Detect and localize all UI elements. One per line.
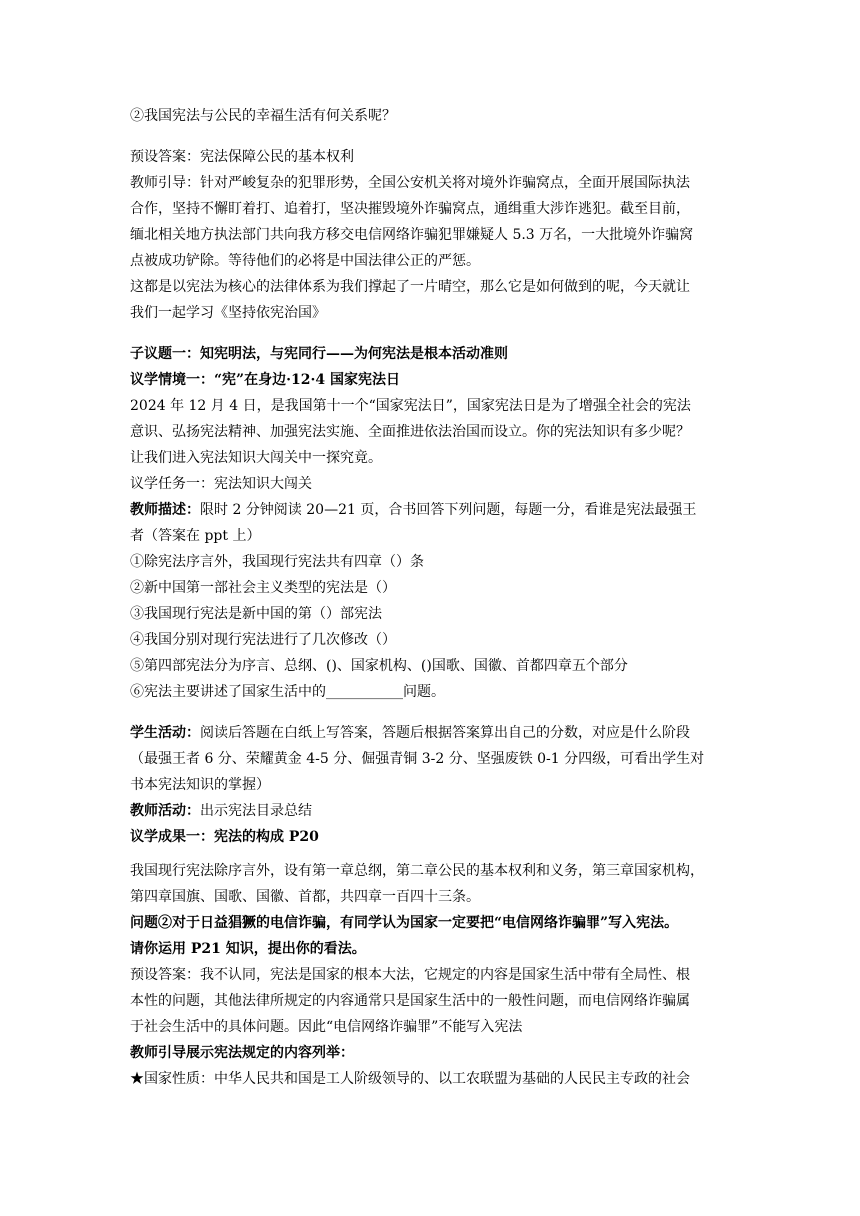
- paragraph-line: 本性的问题，其他法律所规定的内容通常只是国家生活中的一般性问题，而电信网络诈骗属: [130, 993, 690, 1009]
- quiz-item: ②新中国第一部社会主义类型的宪法是（）: [130, 580, 396, 596]
- quiz-item: ③我国现行宪法是新中国的第（）部宪法: [130, 606, 382, 622]
- teacher-activity: [130, 802, 735, 820]
- paragraph-line: 意识、弘扬宪法精神、加强宪法实施、全面推进依法治国而设立。你的宪法知识有多少呢？: [130, 424, 690, 440]
- paragraph-line: ★国家性质：中华人民共和国是工人阶级领导的、以工农联盟为基础的人民民主专政的社会: [130, 1071, 690, 1087]
- paragraph-line: 这都是以宪法为核心的法律体系为我们撑起了一片晴空，那么它是如何做到的呢，今天就让: [130, 279, 690, 295]
- task-heading: 议学任务一：宪法知识大闯关: [130, 476, 312, 492]
- student-activity: [130, 724, 735, 742]
- paragraph-line: （最强王者 6 分、荣耀黄金 4-5 分、倔强青铜 3-2 分、坚强废铁 0-1 分四级，可看出学生对: [130, 751, 705, 767]
- quiz-item: ⑥宪法主要讲述了国家生活中的___________问题。: [130, 684, 445, 700]
- question-heading: 请你运用 P21 知识，提出你的看法。: [130, 941, 366, 957]
- quiz-item: ①除宪法序言外，我国现行宪法共有四章（）条: [130, 554, 424, 570]
- paragraph-line: 2024 年 12 月 4 日，是我国第十一个“国家宪法日”，国家宪法日是为了增强全社会的宪法: [130, 398, 691, 414]
- teacher-activity-text: 出示宪法目录总结: [200, 803, 312, 819]
- paragraph-line: 让我们进入宪法知识大闯关中一探究竟。: [130, 450, 382, 466]
- paragraph-line: 于社会生活中的具体问题。因此“电信网络诈骗罪”不能写入宪法: [130, 1019, 523, 1035]
- paragraph-line: 教师引导：针对严峻复杂的犯罪形势，全国公安机关将对境外诈骗窝点，全面开展国际执法: [130, 175, 690, 191]
- preset-answer: 预设答案：宪法保障公民的基本权利: [130, 149, 354, 165]
- scenario-heading: 议学情境一：“宪”在身边·12·4 国家宪法日: [130, 372, 400, 388]
- guide-heading: 教师引导展示宪法规定的内容列举：: [130, 1045, 354, 1061]
- student-activity-text: 阅读后答题在白纸上写答案，答题后根据答案算出自己的分数，对应是什么阶段: [200, 725, 690, 741]
- sub-topic-heading: 子议题一：知宪明法，与宪同行——为何宪法是根本活动准则: [130, 346, 508, 362]
- result-heading: 议学成果一：宪法的构成 P20: [130, 829, 319, 845]
- paragraph-line: 缅北相关地方执法部门共向我方移交电信网络诈骗犯罪嫌疑人 5.3 万名，一大批境外诈骗窝: [130, 227, 694, 243]
- paragraph-line: 者（答案在 ppt 上）: [130, 528, 261, 544]
- paragraph-line: 书本宪法知识的掌握）: [130, 777, 270, 793]
- quiz-item: ⑤第四部宪法分为序言、总纲、()、国家机构、()国歌、国徽、首都四章五个部分: [130, 658, 628, 674]
- paragraph-line: 我们一起学习《坚持依宪治国》: [130, 305, 326, 321]
- paragraph-line: 我国现行宪法除序言外，设有第一章总纲，第二章公民的基本权利和义务，第三章国家机构，: [130, 863, 704, 879]
- teacher-description: [130, 501, 735, 519]
- paragraph-line: 合作，坚持不懈盯着打、追着打，坚决摧毁境外诈骗窝点，通缉重大涉诈逃犯。截至目前，: [130, 201, 690, 217]
- question-text: ②我国宪法与公民的幸福生活有何关系呢？: [130, 108, 396, 124]
- quiz-item: ④我国分别对现行宪法进行了几次修改（）: [130, 632, 396, 648]
- teacher-desc-text: 限时 2 分钟阅读 20—21 页，合书回答下列问题，每题一分，看谁是宪法最强王: [200, 502, 697, 518]
- student-activity-label: 学生活动：: [130, 725, 200, 741]
- teacher-activity-label: 教师活动：: [130, 803, 200, 819]
- teacher-desc-label: 教师描述：: [130, 502, 200, 518]
- preset-answer: 预设答案：我不认同，宪法是国家的根本大法，它规定的内容是国家生活中带有全局性、根: [130, 967, 690, 983]
- paragraph-line: 第四章国旗、国歌、国徽、首都，共四章一百四十三条。: [130, 889, 480, 905]
- paragraph-line: 点被成功铲除。等待他们的必将是中国法律公正的严惩。: [130, 253, 480, 269]
- question-heading: 问题②对于日益猖獗的电信诈骗，有同学认为国家一定要把“电信网络诈骗罪”写入宪法。: [130, 915, 679, 931]
